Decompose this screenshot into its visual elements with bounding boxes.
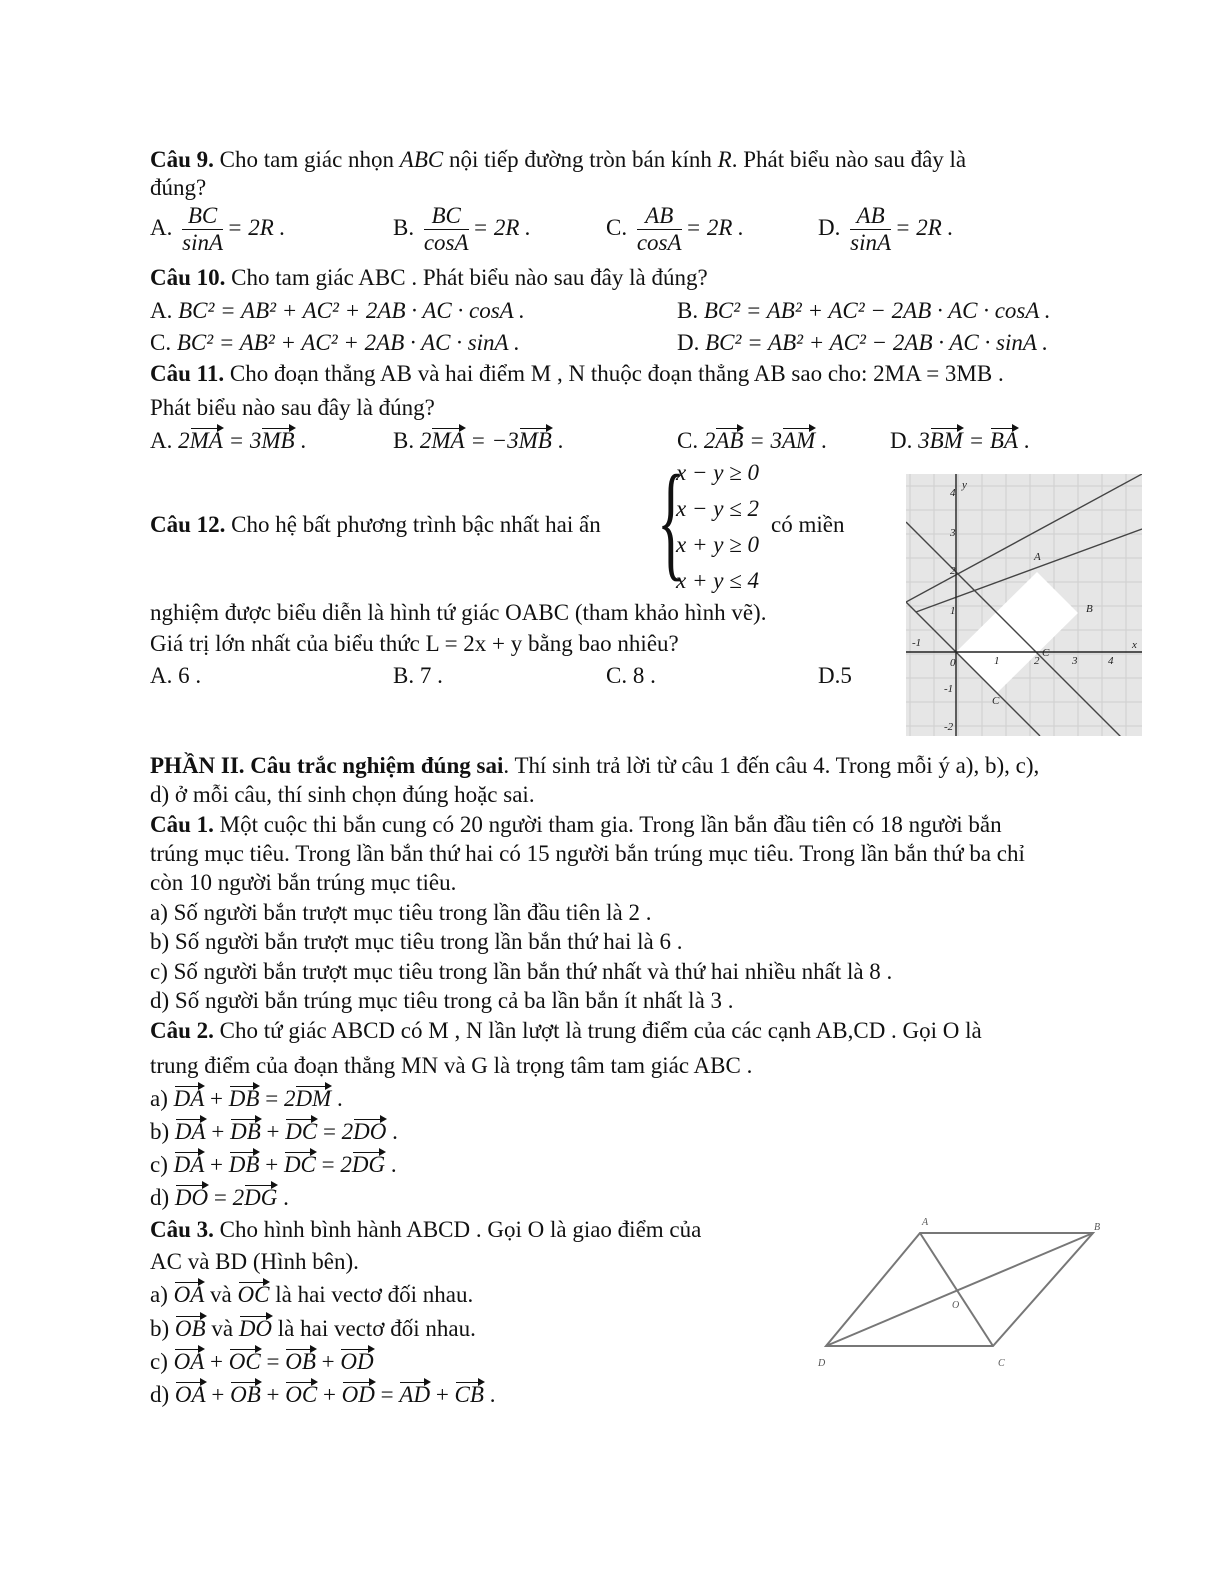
vertex-a-label: A [922,1217,929,1228]
point-a-label: A [1034,551,1041,563]
option-letter: C. [677,428,699,453]
q9-text3: . Phát biểu nào sau đây là [731,147,967,172]
y-tick: 2 [950,565,956,577]
vector: OC [237,1282,270,1307]
q11-option-c [677,427,827,455]
vector: OD [340,1349,374,1374]
inequality-1: x − y ≥ 0 [676,460,760,485]
option-letter: B. [393,214,415,240]
fraction-den: cosA [636,230,682,255]
vector: BM [929,428,963,453]
q12-option-b: B. 7 . [393,663,443,688]
q12-text: Cho hệ bất phương trình bậc nhất hai ẩn [225,512,601,537]
coef: 2 [341,1119,354,1144]
vector: DA [174,1119,206,1144]
q11-option-d [890,427,1029,455]
q11-label: Câu 11. [150,361,225,386]
q12-option-a: A. 6 . [150,663,202,688]
q12-after: có miền [771,512,845,537]
operator: = [962,428,990,453]
q12-graph [906,474,1142,736]
vector: AM [781,428,816,453]
vector: DA [173,1152,205,1177]
part2-text: . Thí sinh trả lời từ câu 1 đến câu 4. Trong mỗi ý a), b), c), [503,753,1040,778]
q11-line2: Phát biểu nào sau đây là đúng? [150,395,435,420]
vector: DA [173,1086,205,1111]
end: . [815,428,827,453]
p2q2-item-d: d) DO = 2DG . [150,1185,289,1210]
end: . [1017,428,1030,453]
vector: BA [989,428,1018,453]
vertex-d-label: D [818,1358,826,1369]
coef: 2 [232,1185,245,1210]
option-letter: D. [677,330,700,355]
end: . [385,1152,397,1177]
y-axis-label: y [962,479,967,491]
q10-option-b [677,297,1051,325]
option-expr: BC² = AB² + AC² − 2AB · AC · cosA . [703,298,1051,323]
vector: DB [228,1152,260,1177]
q9-text2: nội tiếp đường tròn bán kính [443,147,718,172]
vertex-c-label: C [998,1358,1005,1369]
connector: và [205,1316,239,1341]
option-expr: BC² = AB² + AC² + 2AB · AC · sinA . [176,330,520,355]
vertex-b-label: B [1094,1222,1101,1233]
tail: là hai vectơ đối nhau. [269,1282,474,1307]
option-letter: B. [677,298,699,323]
option-expr: BC² = AB² + AC² − 2AB · AC · sinA . [705,330,1048,355]
p2q2-line2: trung điểm của đoạn thẳng MN và G là trọng tâm tam giác ABC . [150,1053,753,1078]
vector: DB [230,1119,261,1144]
p2q3-item-d: d) OA + OB + OC + OD = AD + CB . [150,1382,496,1407]
vector: DG [351,1152,386,1177]
option-letter: B. [393,428,415,453]
operator: = 3 [222,428,262,453]
tail: là hai vectơ đối nhau. [272,1316,476,1341]
fraction-num: AB [850,203,891,230]
p2q2-item-c: c) DA + DB + DC = 2DG . [150,1152,397,1177]
parallelogram-figure [808,1210,1108,1380]
part2-line1 [150,752,1039,780]
item-prefix: d) [150,1382,175,1407]
p2q1-item-a: a) Số người bắn trượt mục tiêu trong lần đầu tiên là 2 . [150,900,652,925]
item-prefix: b) [150,1119,175,1144]
q9-line2: đúng? [150,175,207,200]
q11-option-b [393,427,563,455]
vector: DO [353,1119,387,1144]
p2q2-text: Cho tứ giác ABCD có M , N lần lượt là trung điểm của các cạnh AB,CD . Gọi O là [213,1018,982,1043]
y-tick: -2 [944,721,954,733]
option-rhs: = 2R . [685,214,744,240]
vector: OA [174,1382,206,1407]
center-o-label: O [952,1300,960,1311]
part2-title: PHẦN II. Câu trắc nghiệm đúng sai [150,753,504,778]
vector: DM [295,1086,332,1111]
q11-option-a [150,427,306,455]
q12-option-d: D.5 [818,663,852,688]
vector: CB [454,1382,484,1407]
p2q3-line1 [150,1216,701,1244]
x-tick: 1 [994,655,1000,667]
parallelogram-lines [826,1233,1093,1346]
p2q1-item-b: b) Số người bắn trượt mục tiêu trong lần bắn thứ hai là 6 . [150,929,683,954]
y-tick: 1 [950,605,956,617]
option-letter: C. [150,330,172,355]
q9-r: R [717,147,732,172]
x-axis-label: x [1132,639,1137,651]
q9-line1 [150,146,966,174]
y-tick: 3 [950,527,956,539]
coef: 3 [918,428,930,453]
p2q2-label: Câu 2. [150,1018,214,1043]
coef: 2 [340,1152,352,1177]
fraction-num: BC [424,203,469,230]
q10-option-d [677,329,1048,357]
vector: DO [238,1316,273,1341]
p2q1-line1 [150,811,1002,839]
fraction [182,203,223,256]
p2q2-line1 [150,1017,982,1045]
vector: OC [285,1382,318,1407]
end: . [331,1086,343,1111]
item-prefix: b) [150,1316,175,1341]
vector: OA [173,1349,205,1374]
item-prefix: c) [150,1349,174,1374]
item-prefix: a) [150,1282,174,1307]
option-rhs: = 2R . [895,214,954,240]
q9-option-c [606,203,744,256]
system-brace: { [657,449,686,593]
vector: OD [341,1382,375,1407]
q10-text: Cho tam giác ABC . Phát biểu nào sau đây là đúng? [225,265,708,290]
q12-label: Câu 12. [150,512,226,537]
vector: MA [189,428,223,453]
fraction [850,203,891,256]
q10-line1 [150,264,708,292]
q10-option-c [150,329,520,357]
point-c-label: C [1042,647,1050,659]
vector: OB [174,1316,206,1341]
coef: 2 [283,1086,296,1111]
item-prefix: a) [150,1086,174,1111]
point-c-label: C [992,695,1000,707]
q12-line3: Giá trị lớn nhất của biểu thức L = 2x + y bằng bao nhiêu? [150,631,679,656]
option-rhs: = 2R . [227,214,286,240]
fraction-den: cosA [423,230,469,255]
p2q3-label: Câu 3. [150,1217,214,1242]
q9-label: Câu 9. [150,147,214,172]
q10-option-a [150,297,525,325]
option-letter: A. [150,428,173,453]
vector: OB [230,1382,261,1407]
fraction-den: sinA [850,230,892,255]
q9-option-b [393,203,531,256]
coef: 2 [178,428,190,453]
option-letter: D. [818,214,841,240]
option-expr: BC² = AB² + AC² + 2AB · AC · cosA . [178,298,525,323]
p2q3-text: Cho hình bình hành ABCD . Gọi O là giao điểm của [213,1217,702,1242]
q12-line1 [150,511,601,539]
vector: DO [174,1185,209,1210]
end: . [386,1119,398,1144]
p2q1-item-c: c) Số người bắn trượt mục tiêu trong lần bắn thứ nhất và thứ hai nhiều nhất là 8 . [150,959,893,984]
p2q3-item-c: c) OA + OC = OB + OD [150,1349,374,1374]
p2q3-item-a [150,1281,473,1309]
fraction-den: sinA [182,230,224,255]
x-tick: 3 [1072,655,1078,667]
operator: = 3 [743,428,782,453]
p2q1-item-d: d) Số người bắn trúng mục tiêu trong cả ba lần bắn ít nhất là 3 . [150,988,734,1013]
vector: OA [173,1282,205,1307]
inequality-2: x − y ≤ 2 [676,496,760,521]
vector: MB [518,428,552,453]
point-b-label: B [1086,603,1093,615]
p2q3-item-b [150,1315,476,1343]
vector: MA [431,428,465,453]
q9-option-a [150,203,285,256]
end: . [294,428,307,453]
y-tick: -1 [944,683,954,695]
fraction [637,203,682,256]
p2q1-line3: còn 10 người bắn trúng mục tiêu. [150,870,457,895]
vector: DB [228,1086,260,1111]
q12-option-c: C. 8 . [606,663,656,688]
q9-option-d [818,203,953,256]
vector: MB [261,428,295,453]
inequality-system [676,455,759,599]
connector: và [204,1282,238,1307]
q11-text: Cho đoạn thẳng AB và hai điểm M , N thuộc đoạn thẳng AB sao cho: 2MA = 3MB . [224,361,1004,386]
p2q1-label: Câu 1. [150,812,214,837]
p2q2-item-b: b) DA + DB + DC = 2DO . [150,1119,398,1144]
operator: = −3 [464,428,519,453]
part2-line2: d) ở mỗi câu, thí sinh chọn đúng hoặc sai. [150,782,535,807]
x-tick: 4 [1108,655,1114,667]
vector: OC [228,1349,261,1374]
option-letter: C. [606,214,628,240]
item-prefix: c) [150,1152,174,1177]
vector: DG [244,1185,278,1210]
y-tick: 4 [950,487,956,499]
item-prefix: d) [150,1185,175,1210]
p2q2-item-a: a) DA + DB = 2DM . [150,1086,343,1111]
q10-label: Câu 10. [150,265,226,290]
q11-line1 [150,360,1004,388]
x-tick: 2 [1034,655,1040,667]
p2q1-text: Một cuộc thi bắn cung có 20 người tham gia. Trong lần bắn đầu tiên có 18 người bắn [213,812,1002,837]
p2q3-line2: AC và BD (Hình bên). [150,1249,359,1274]
inequality-3: x + y ≥ 0 [676,532,760,557]
q9-abc: ABC [399,147,444,172]
fraction [424,203,469,256]
coef: 2 [703,428,716,453]
end: . [551,428,564,453]
vector: DC [283,1152,316,1177]
option-rhs: = 2R . [472,214,531,240]
vector: AB [715,428,744,453]
vector: DC [285,1119,318,1144]
x-tick: 0 [950,657,956,669]
option-letter: A. [150,298,173,323]
q12-line2: nghiệm được biểu diễn là hình tứ giác OABC (tham khảo hình vẽ). [150,600,767,625]
q9-text1: Cho tam giác nhọn [213,147,400,172]
inequality-4: x + y ≤ 4 [676,568,760,593]
option-letter: A. [150,214,173,240]
x-tick: -1 [912,637,922,649]
option-letter: D. [890,428,913,453]
vector: OB [285,1349,316,1374]
fraction-num: BC [182,203,223,230]
coef: 2 [419,428,432,453]
vector: AD [399,1382,431,1407]
p2q1-line2: trúng mục tiêu. Trong lần bắn thứ hai có 15 người bắn trúng mục tiêu. Trong lần bắn thứ ba chỉ [150,841,1025,866]
fraction-num: AB [637,203,682,230]
end: . [483,1382,496,1407]
end: . [277,1185,289,1210]
